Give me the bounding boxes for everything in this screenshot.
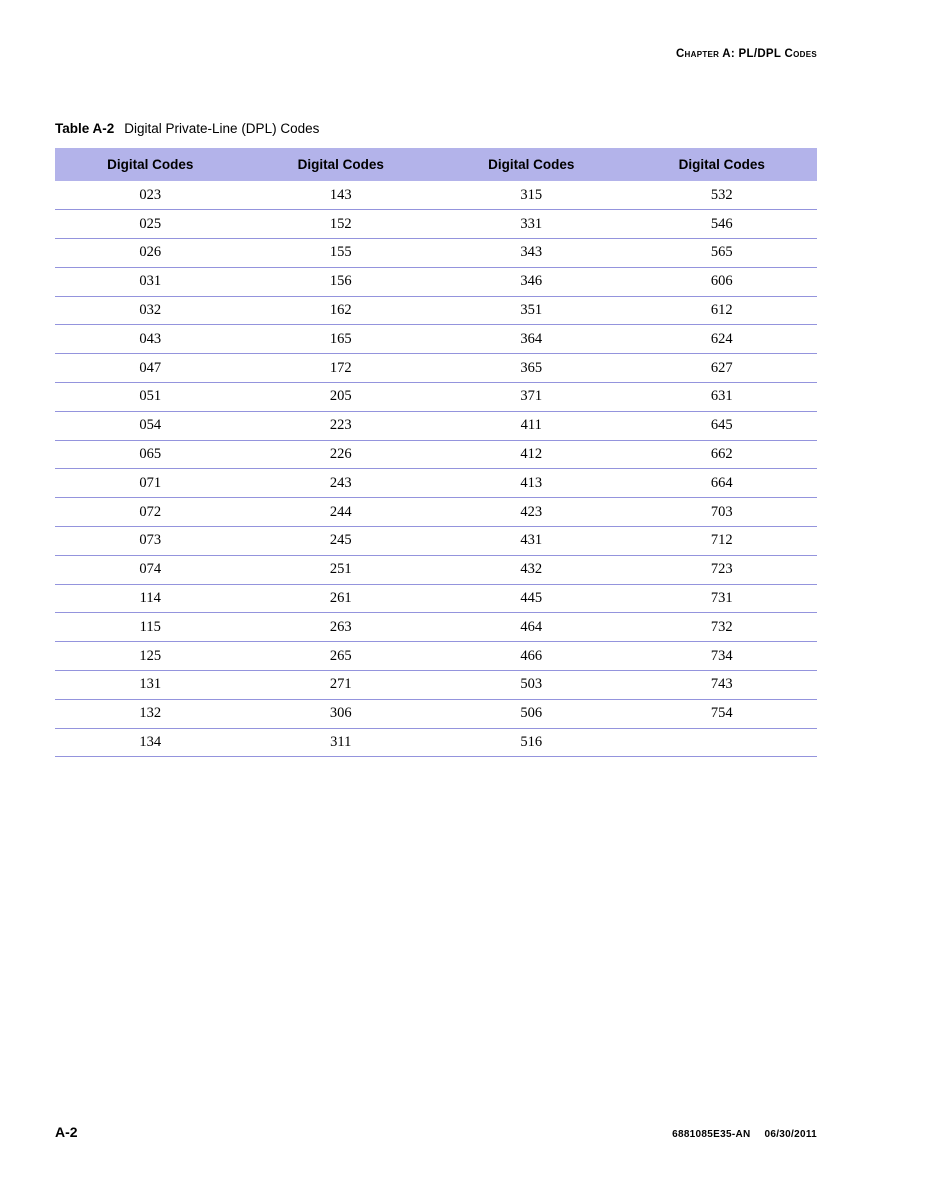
table-caption [55,121,319,136]
code-cell: 155 [246,239,437,268]
code-cell: 143 [246,181,437,210]
code-cell: 565 [627,239,818,268]
table-row [55,210,817,239]
code-cell: 466 [436,642,627,671]
column-header-4: Digital Codes [627,148,818,181]
code-cell: 645 [627,411,818,440]
table-caption-text: Digital Private-Line (DPL) Codes [124,121,320,136]
table-row [55,383,817,412]
code-cell: 025 [55,210,246,239]
code-cell: 205 [246,383,437,412]
code-cell: 162 [246,296,437,325]
code-cell: 412 [436,440,627,469]
code-cell: 065 [55,440,246,469]
table-header [55,148,817,181]
code-cell: 054 [55,411,246,440]
code-cell: 503 [436,671,627,700]
table-caption-label: Table A-2 [55,121,115,136]
code-cell: 223 [246,411,437,440]
table-row [55,411,817,440]
table-row [55,296,817,325]
table-row [55,613,817,642]
table-row [55,642,817,671]
code-cell: 423 [436,498,627,527]
table-row [55,555,817,584]
table-row [55,469,817,498]
code-cell: 026 [55,239,246,268]
dpl-codes-table [55,148,817,757]
code-cell: 712 [627,527,818,556]
code-cell: 346 [436,267,627,296]
table-row [55,699,817,728]
code-cell: 351 [436,296,627,325]
column-header-1: Digital Codes [55,148,246,181]
table-body [55,181,817,757]
code-cell: 631 [627,383,818,412]
code-cell: 306 [246,699,437,728]
code-cell: 051 [55,383,246,412]
table-row [55,440,817,469]
code-cell: 612 [627,296,818,325]
code-cell: 624 [627,325,818,354]
code-cell: 031 [55,267,246,296]
code-cell: 245 [246,527,437,556]
code-cell: 315 [436,181,627,210]
code-cell: 606 [627,267,818,296]
table-row [55,267,817,296]
table-row [55,354,817,383]
code-cell: 261 [246,584,437,613]
code-cell: 343 [436,239,627,268]
code-cell: 032 [55,296,246,325]
table-row [55,325,817,354]
table-row [55,671,817,700]
code-cell: 073 [55,527,246,556]
code-cell: 134 [55,728,246,757]
code-cell: 464 [436,613,627,642]
code-cell: 432 [436,555,627,584]
code-cell: 043 [55,325,246,354]
code-cell: 532 [627,181,818,210]
code-cell: 114 [55,584,246,613]
chapter-header: Chapter A: PL/DPL Codes [675,48,817,60]
code-cell: 731 [627,584,818,613]
code-cell: 271 [246,671,437,700]
table-row [55,527,817,556]
code-cell: 265 [246,642,437,671]
code-cell: 047 [55,354,246,383]
footer-doc-number: 6881085E35-AN [672,1129,751,1140]
code-cell: 365 [436,354,627,383]
code-cell: 125 [55,642,246,671]
code-cell: 243 [246,469,437,498]
code-cell: 074 [55,555,246,584]
code-cell: 311 [246,728,437,757]
table-row [55,498,817,527]
code-cell: 244 [246,498,437,527]
code-cell: 754 [627,699,818,728]
column-header-2: Digital Codes [246,148,437,181]
code-cell: 371 [436,383,627,412]
code-cell: 023 [55,181,246,210]
code-cell: 732 [627,613,818,642]
footer-page-number: A-2 [55,1124,78,1140]
table-row [55,584,817,613]
code-cell: 413 [436,469,627,498]
code-cell: 411 [436,411,627,440]
footer-doc-info [672,1129,817,1140]
code-cell: 072 [55,498,246,527]
table-header-row [55,148,817,181]
footer-date: 06/30/2011 [764,1129,817,1140]
code-cell: 263 [246,613,437,642]
code-cell: 251 [246,555,437,584]
code-cell: 131 [55,671,246,700]
code-cell [627,728,818,757]
code-cell: 743 [627,671,818,700]
code-cell: 506 [436,699,627,728]
code-cell: 627 [627,354,818,383]
code-cell: 431 [436,527,627,556]
code-cell: 071 [55,469,246,498]
code-cell: 664 [627,469,818,498]
code-cell: 516 [436,728,627,757]
code-cell: 172 [246,354,437,383]
column-header-3: Digital Codes [436,148,627,181]
code-cell: 156 [246,267,437,296]
table-row [55,239,817,268]
table-row [55,181,817,210]
code-cell: 115 [55,613,246,642]
code-cell: 226 [246,440,437,469]
code-cell: 132 [55,699,246,728]
code-cell: 445 [436,584,627,613]
code-cell: 331 [436,210,627,239]
code-cell: 546 [627,210,818,239]
code-cell: 734 [627,642,818,671]
table-row [55,728,817,757]
code-cell: 152 [246,210,437,239]
code-cell: 364 [436,325,627,354]
code-cell: 662 [627,440,818,469]
code-cell: 165 [246,325,437,354]
code-cell: 703 [627,498,818,527]
code-cell: 723 [627,555,818,584]
